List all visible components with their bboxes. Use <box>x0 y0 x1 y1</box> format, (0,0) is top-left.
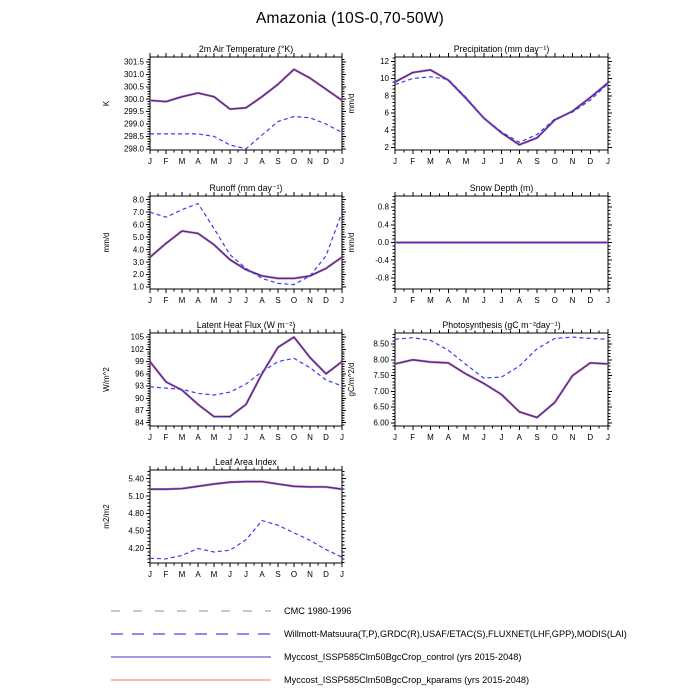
x-tick-label: J <box>481 157 486 166</box>
chart-latent-heat-flux <box>95 320 354 446</box>
x-tick-label: S <box>534 433 540 442</box>
y-tick-label: 299.5 <box>123 107 144 117</box>
x-tick-label: M <box>210 296 218 305</box>
chart-runoff <box>95 183 354 309</box>
x-tick-label: A <box>195 433 201 442</box>
x-tick-label: S <box>275 433 281 442</box>
panel-title: Precipitation (mm day⁻¹) <box>453 44 550 54</box>
plot-area <box>102 183 346 305</box>
chart-photosynthesis <box>340 320 620 446</box>
x-tick-label: D <box>323 157 329 166</box>
x-tick-label: O <box>551 433 558 442</box>
legend-item-kparams <box>110 673 529 687</box>
y-tick-label: 5.0 <box>132 232 144 242</box>
x-tick-label: S <box>534 157 540 166</box>
plot-frame <box>150 57 342 150</box>
x-tick-label: N <box>307 570 313 579</box>
chart-leaf-area-index <box>95 457 354 583</box>
y-tick-label: 96 <box>135 369 144 379</box>
x-tick-label: O <box>290 157 298 166</box>
series-obs <box>150 117 342 149</box>
x-tick-label: O <box>290 433 298 442</box>
y-tick-label: 6.50 <box>373 402 389 412</box>
x-tick-label: S <box>275 570 281 579</box>
x-tick-label: F <box>163 296 169 305</box>
y-axis-title: m2/m2 <box>102 504 111 529</box>
x-tick-label: A <box>195 296 201 305</box>
x-tick-label: A <box>259 570 265 579</box>
x-tick-label: J <box>393 296 397 305</box>
x-tick-label: O <box>290 296 298 305</box>
x-tick-label: M <box>178 433 186 442</box>
y-tick-label: 8 <box>384 91 389 101</box>
y-tick-label: 8.00 <box>373 355 389 365</box>
y-tick-label: 8.50 <box>373 339 389 349</box>
legend-item-label: Willmott-Matsuura(T,P),GRDC(R),USAF/ETAC(S),FLUXNET(LHF,GPP),MODIS(LAI) <box>284 629 627 639</box>
plot-area <box>102 457 346 579</box>
x-tick-label: D <box>323 296 329 305</box>
x-tick-label: M <box>427 433 434 442</box>
series-control <box>150 231 342 278</box>
x-tick-label: A <box>195 157 201 166</box>
y-tick-label: 0.8 <box>377 202 389 212</box>
y-axis-title: mm/d <box>347 232 356 253</box>
y-axis-title: mm/d <box>102 232 111 253</box>
x-tick-label: J <box>499 433 504 442</box>
chart-precipitation <box>340 44 620 170</box>
panel-title: Latent Heat Flux (W m⁻²) <box>196 320 296 330</box>
legend-line-sample-obs <box>110 631 272 637</box>
y-tick-label: 87 <box>135 406 144 416</box>
y-tick-label: 3.0 <box>132 257 144 267</box>
x-tick-label: J <box>244 433 248 442</box>
y-tick-label: 93 <box>135 381 144 391</box>
x-tick-label: F <box>410 157 416 166</box>
legend-item-label: Myccost_ISSP585Clm50BgcCrop_kparams (yrs 2015-2048) <box>284 675 530 685</box>
x-tick-label: J <box>499 157 504 166</box>
x-tick-label: D <box>323 570 329 579</box>
panel-title: Leaf Area Index <box>215 457 277 467</box>
y-tick-label: 6.00 <box>373 418 389 428</box>
y-tick-label: 4.80 <box>128 509 144 519</box>
plot-frame <box>150 470 342 563</box>
panel-leaf-area-index <box>95 457 354 583</box>
x-tick-label: M <box>462 433 470 442</box>
y-tick-label: 90 <box>135 393 144 403</box>
x-tick-label: J <box>340 433 344 442</box>
x-tick-label: J <box>606 433 610 442</box>
x-tick-label: N <box>307 296 313 305</box>
y-tick-label: 5.40 <box>128 474 144 484</box>
panel-runoff <box>95 183 354 309</box>
legend-item-label: CMC 1980-1996 <box>284 606 352 616</box>
x-tick-label: D <box>323 433 329 442</box>
y-tick-label: 298.0 <box>123 144 144 154</box>
x-tick-label: A <box>445 296 451 305</box>
y-tick-label: 301.5 <box>123 57 144 67</box>
x-tick-label: J <box>393 433 397 442</box>
x-tick-label: A <box>516 296 522 305</box>
y-tick-label: 102 <box>130 344 144 354</box>
series-kparams <box>150 231 342 278</box>
x-tick-label: M <box>210 433 218 442</box>
panel-title: 2m Air Temperature (°K) <box>198 44 294 54</box>
x-tick-label: J <box>606 157 610 166</box>
x-tick-label: F <box>410 296 416 305</box>
chart-snow-depth <box>340 183 620 309</box>
x-tick-label: M <box>427 157 434 166</box>
y-tick-label: 0.4 <box>377 220 389 230</box>
x-tick-label: J <box>606 296 610 305</box>
series-kparams <box>395 360 608 418</box>
x-tick-label: O <box>551 296 558 305</box>
x-tick-label: J <box>228 433 232 442</box>
x-tick-label: D <box>587 433 594 442</box>
y-tick-label: 4.0 <box>132 245 144 255</box>
x-tick-label: S <box>534 296 540 305</box>
figure-title: Amazonia (10S-0,70-50W) <box>255 10 445 27</box>
y-tick-label: 8.0 <box>132 195 144 205</box>
x-tick-label: J <box>499 296 504 305</box>
legend-item-obs <box>110 627 627 641</box>
x-tick-label: O <box>290 570 298 579</box>
y-tick-label: 0.0 <box>377 238 389 248</box>
x-tick-label: A <box>259 296 265 305</box>
y-tick-label: 4 <box>384 125 389 135</box>
x-tick-label: F <box>410 433 416 442</box>
x-tick-label: J <box>340 570 344 579</box>
x-tick-label: M <box>210 570 218 579</box>
x-tick-label: J <box>228 296 232 305</box>
panel-title: Photosynthesis (gC m⁻²day⁻¹) <box>442 320 561 330</box>
x-tick-label: J <box>244 296 248 305</box>
y-tick-label: 6.0 <box>132 220 144 230</box>
y-tick-label: 7.50 <box>373 371 389 381</box>
x-tick-label: J <box>481 296 486 305</box>
y-tick-label: 300.0 <box>123 94 144 104</box>
y-tick-label: 298.5 <box>123 131 144 141</box>
series-control <box>150 337 342 417</box>
y-tick-label: 2.0 <box>132 270 144 280</box>
y-axis-title: W/m^2 <box>102 367 111 392</box>
x-tick-label: F <box>163 433 169 442</box>
y-tick-label: 2 <box>384 143 389 153</box>
x-tick-label: A <box>195 570 201 579</box>
x-tick-label: N <box>569 157 576 166</box>
plot-area <box>102 320 346 442</box>
y-tick-label: 105 <box>130 332 144 342</box>
plot-area <box>102 44 346 166</box>
x-tick-label: M <box>178 157 186 166</box>
x-tick-label: J <box>148 296 152 305</box>
y-tick-label: -0.8 <box>375 273 389 283</box>
x-tick-label: A <box>516 157 522 166</box>
plot-frame <box>150 333 342 426</box>
plot-area <box>347 44 612 166</box>
x-tick-label: M <box>178 570 186 579</box>
y-axis-title: K <box>102 100 111 107</box>
x-tick-label: F <box>163 157 169 166</box>
x-tick-label: J <box>393 157 397 166</box>
x-tick-label: J <box>148 433 152 442</box>
tick-marks <box>146 192 346 293</box>
y-tick-label: 12 <box>380 56 389 66</box>
x-tick-label: J <box>244 570 248 579</box>
x-tick-label: A <box>259 157 265 166</box>
x-tick-label: J <box>481 433 486 442</box>
panel-title: Runoff (mm day⁻¹) <box>209 183 283 193</box>
legend-item-control <box>110 650 521 664</box>
y-tick-label: 299.0 <box>123 119 144 129</box>
panel-photosynthesis <box>340 320 620 446</box>
legend-line-sample-kparams <box>110 677 272 683</box>
y-tick-label: 84 <box>135 418 144 428</box>
x-tick-label: J <box>340 157 344 166</box>
y-tick-label: -0.4 <box>375 255 389 265</box>
x-tick-label: N <box>307 157 313 166</box>
panel-precipitation <box>340 44 620 170</box>
x-tick-label: S <box>275 157 281 166</box>
series-obs <box>150 204 342 285</box>
y-tick-label: 1.0 <box>132 282 144 292</box>
legend-line-sample-cmc <box>110 608 272 614</box>
y-tick-label: 7.00 <box>373 386 389 396</box>
y-tick-label: 10 <box>380 74 389 84</box>
x-tick-label: J <box>228 157 232 166</box>
x-tick-label: J <box>148 157 152 166</box>
x-tick-label: S <box>275 296 281 305</box>
x-tick-label: M <box>427 296 434 305</box>
y-tick-label: 4.50 <box>128 526 144 536</box>
legend-item-label: Myccost_ISSP585Clm50BgcCrop_control (yrs 2015-2048) <box>284 652 522 662</box>
plot-area <box>347 183 612 305</box>
legend-line-sample-control <box>110 654 272 660</box>
series-control <box>395 360 608 418</box>
x-tick-label: O <box>551 157 558 166</box>
panel-latent-heat-flux <box>95 320 354 446</box>
series-control <box>150 69 342 109</box>
x-tick-label: J <box>244 157 248 166</box>
y-tick-label: 6 <box>384 108 389 118</box>
tick-marks <box>391 329 612 430</box>
series-obs <box>150 358 342 395</box>
panel-snow-depth <box>340 183 620 309</box>
series-kparams <box>150 69 342 109</box>
x-tick-label: N <box>307 433 313 442</box>
plot-frame <box>395 333 608 426</box>
x-tick-label: M <box>210 157 218 166</box>
series-kparams <box>150 482 342 490</box>
x-tick-label: M <box>178 296 186 305</box>
legend-item-cmc <box>110 604 351 618</box>
y-tick-label: 4.20 <box>128 544 144 554</box>
panel-title: Snow Depth (m) <box>469 183 534 193</box>
x-tick-label: N <box>569 433 576 442</box>
y-tick-label: 5.10 <box>128 491 144 501</box>
x-tick-label: D <box>587 157 594 166</box>
series-obs <box>150 521 342 559</box>
x-tick-label: M <box>462 296 470 305</box>
x-tick-label: A <box>516 433 522 442</box>
y-tick-label: 7.0 <box>132 207 144 217</box>
x-tick-label: A <box>259 433 265 442</box>
x-tick-label: J <box>340 296 344 305</box>
y-axis-title: gC/m^2/d <box>347 362 356 397</box>
x-tick-label: N <box>569 296 576 305</box>
y-tick-label: 99 <box>135 357 144 367</box>
tick-marks <box>391 53 612 154</box>
x-tick-label: A <box>445 157 451 166</box>
tick-marks <box>146 329 346 430</box>
plot-area <box>347 320 612 442</box>
x-tick-label: D <box>587 296 594 305</box>
x-tick-label: J <box>228 570 232 579</box>
x-tick-label: F <box>163 570 169 579</box>
x-tick-label: A <box>445 433 451 442</box>
tick-marks <box>146 53 346 154</box>
y-axis-title: mm/d <box>347 93 356 114</box>
x-tick-label: J <box>148 570 152 579</box>
y-tick-label: 300.5 <box>123 82 144 92</box>
x-tick-label: M <box>462 157 470 166</box>
y-tick-label: 301.0 <box>123 69 144 79</box>
chart-air-temperature <box>95 44 354 170</box>
panel-air-temperature <box>95 44 354 170</box>
